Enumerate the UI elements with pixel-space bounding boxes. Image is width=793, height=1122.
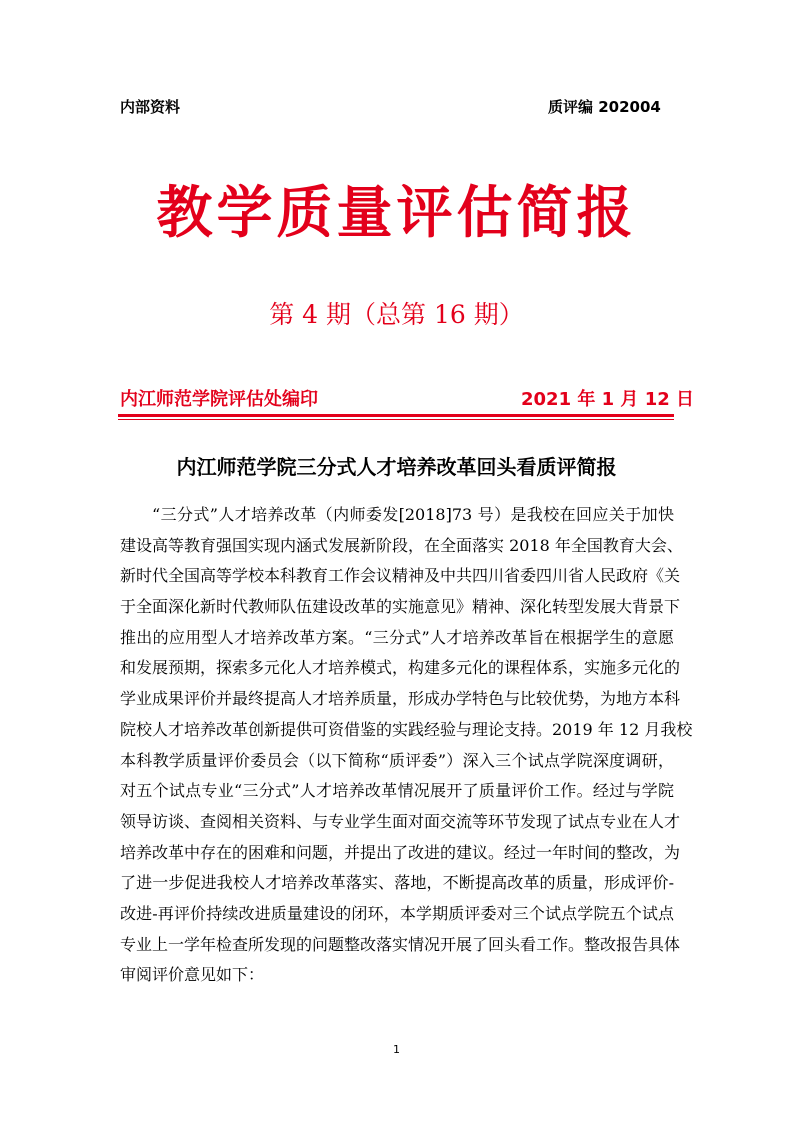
body-line: 专业上一学年检查所发现的问题整改落实情况开展了回头看工作。整改报告具体 xyxy=(120,934,681,954)
body-line: 改进-再评价持续改进质量建设的闭环，本学期质评委对三个试点学院五个试点 xyxy=(120,903,674,923)
body-line: 于全面深化新时代教师队伍建设改革的实施意见》精神、深化转型发展大背景下 xyxy=(120,597,681,617)
body-line: 院校人才培养改革创新提供可资借鉴的实践经验与理论支持。2019 年 12 月我校 xyxy=(120,719,693,739)
header-right-label: 质评编 202004 xyxy=(548,98,661,116)
header-left-label: 内部资料 xyxy=(120,98,181,116)
body-line: 学业成果评价并最终提高人才培养质量，形成办学特色与比较优势，为地方本科 xyxy=(120,689,681,709)
body-line: 和发展预期，探索多元化人才培养模式，构建多元化的课程体系，实施多元化的 xyxy=(120,658,681,678)
article-title: 内江师范学院三分式人才培养改革回头看质评简报 xyxy=(176,455,617,479)
masthead-rule-thick xyxy=(118,414,674,417)
body-line: 对五个试点专业“三分式”人才培养改革情况展开了质量评价工作。经过与学院 xyxy=(120,781,674,801)
masthead-title: 教学质量评估简报 xyxy=(156,181,637,246)
editor-label: 内江师范学院评估处编印 xyxy=(120,389,318,410)
publish-date: 2021 年 1 月 12 日 xyxy=(521,389,695,410)
body-line: 建设高等教育强国实现内涵式发展新阶段，在全面落实 2018 年全国教育大会、 xyxy=(120,535,683,555)
body-line: 本科教学质量评价委员会（以下简称“质评委”）深入三个试点学院深度调研， xyxy=(120,750,674,770)
body-line: 新时代全国高等学校本科教育工作会议精神及中共四川省委四川省人民政府《关 xyxy=(120,566,681,586)
page-number: 1 xyxy=(393,1043,400,1056)
masthead-rule-thin xyxy=(118,419,674,420)
body-line: 了进一步促进我校人才培养改革落实、落地，不断提高改革的质量，形成评价- xyxy=(120,873,674,893)
body-line: “三分式”人才培养改革（内师委发[2018]73 号）是我校在回应关于加快 xyxy=(152,505,674,524)
issue-number: 第 4 期（总第 16 期） xyxy=(269,300,524,329)
body-line: 推出的应用型人才培养改革方案。“三分式”人才培养改革旨在根据学生的意愿 xyxy=(120,627,674,647)
body-line: 培养改革中存在的困难和问题，并提出了改进的建议。经过一年时间的整改，为 xyxy=(120,842,681,862)
body-line: 领导访谈、查阅相关资料、与专业学生面对面交流等环节发现了试点专业在人才 xyxy=(120,811,681,831)
body-line: 审阅评价意见如下： xyxy=(120,965,265,985)
article-body xyxy=(120,500,693,991)
